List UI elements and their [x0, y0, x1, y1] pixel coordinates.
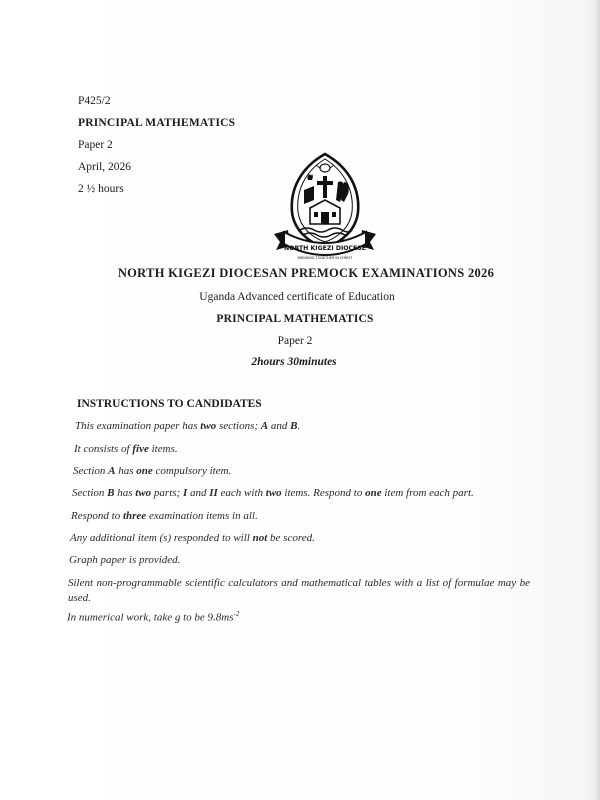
instruction-graph-paper: Graph paper is provided. — [69, 554, 181, 566]
logo-motto: BRINGING TOGETHER IN CHRIST — [297, 256, 353, 260]
instruction-items-count: It consists of five items. — [74, 443, 178, 455]
paper-code: P425/2 — [78, 95, 111, 107]
subject-title: PRINCIPAL MATHEMATICS — [216, 313, 374, 325]
paper-number: Paper 2 — [78, 139, 113, 151]
instruction-respond-count: Respond to three examination items in all. — [71, 510, 258, 522]
exam-title: NORTH KIGEZI DIOCESAN PREMOCK EXAMINATIONS 2026 — [117, 266, 495, 280]
instruction-sections: This examination paper has two sections; A and B. — [75, 420, 301, 432]
instructions-heading: INSTRUCTIONS TO CANDIDATES — [77, 398, 262, 410]
exam-date: April, 2026 — [78, 161, 132, 173]
instruction-gravity: In numerical work, take g to be $9.8ms^{-2}$ — [67, 610, 240, 624]
certificate-name: Uganda Advanced certificate of Education — [199, 291, 395, 303]
instruction-section-a: Section A has one compulsory item. — [73, 465, 232, 477]
time-allowed: 2hours 30minutes — [251, 356, 337, 368]
paper-title: Paper 2 — [277, 335, 313, 347]
subject-heading: PRINCIPAL MATHEMATICS — [78, 117, 236, 129]
diocese-crest-logo — [270, 150, 380, 262]
page-edge-shadow — [594, 0, 600, 800]
instruction-calculators: Silent non-programmable scientific calculators and mathematical tables with a list of formulae may be used. — [68, 577, 530, 604]
instruction-additional-items: Any additional item (s) responded to will not be scored. — [70, 532, 315, 544]
exam-duration: 2 ½ hours — [78, 183, 124, 195]
logo-banner-text: NORTH KIGEZI DIOCESE — [284, 245, 366, 252]
instruction-section-b: Section B has two parts; I and II each with two items. Respond to one item from each part. — [72, 487, 474, 499]
